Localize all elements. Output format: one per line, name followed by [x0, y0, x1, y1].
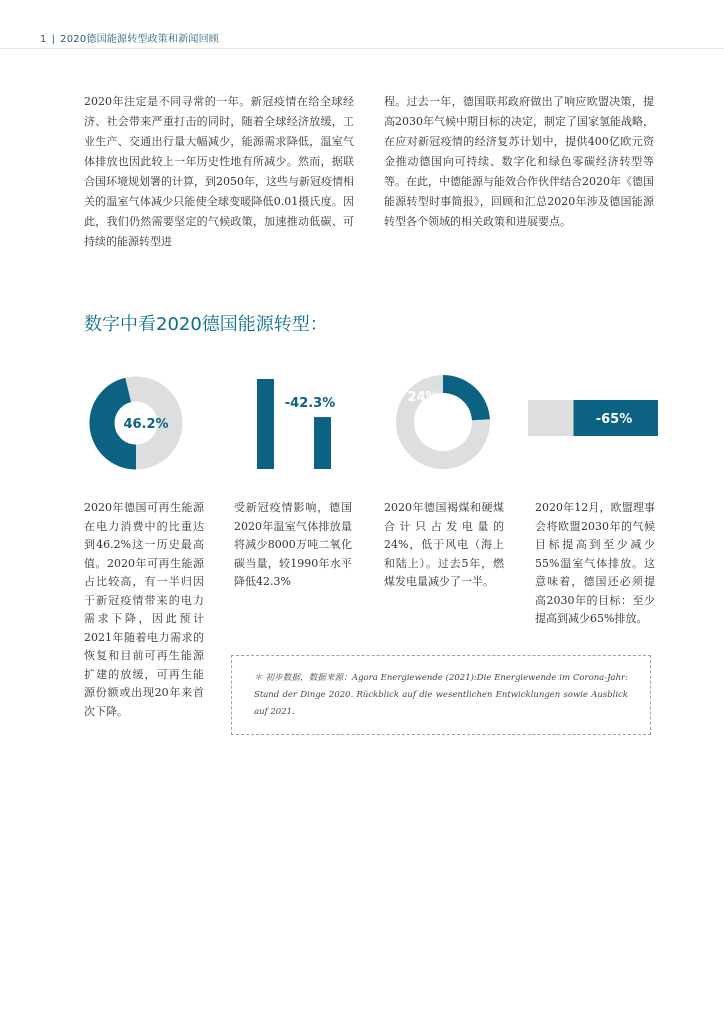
eu-target-bar-chart	[528, 400, 660, 438]
ghg-reduction-bar-chart	[245, 378, 345, 470]
document-title: 2020德国能源转型政策和新闻回顾	[60, 34, 219, 45]
renewable-share-donut-chart	[88, 375, 188, 475]
section-title: 数字中看2020德国能源转型：	[84, 314, 328, 335]
caption-coal: 2020年德国褐煤和硬煤合计只占发电量的24%，低于风电（海上和陆上）。过去5年，燃煤发电量减少了一半。	[384, 501, 504, 588]
intro-paragraph-left: 2020年注定是不同寻常的一年。新冠疫情在给全球经济、社会带来严重打击的同时，随着全球经济放缓，工业生产、交通出行量大幅减少，能源需求降低，温室气体排放也因此较上一年历史性地有所减少。然而，据联合国环境规划署的计算，到2050年，这些与新冠疫情相关的温室气体减少只能使全球变暖降低0.01摄氏度。因此，我们仍然需要坚定的气候政策，加速推动低碳、可持续的能源转型进	[84, 95, 354, 248]
hbar-value-label: -65%	[595, 412, 633, 427]
bar-1990	[257, 379, 274, 469]
caption-eu-target: 2020年12月，欧盟理事会将欧盟2030年的气候目标提高到至少减少55%温室气体排放。这意味着，德国还必须提高2030年的目标：至少提高到减少65%排放。	[535, 501, 655, 625]
ring-value-label: 24%	[407, 390, 439, 405]
page-header	[40, 30, 219, 45]
page-number: 1	[40, 34, 47, 45]
source-footnote: ＊ 初步数据，数据来源：Agora Energiewende (2021):Die Energiewende im Corona-Jahr: Stand der Dinge 2020. Rückblick auf die wesentlichen Entwicklungen sowie Ausblick auf 2021.	[231, 655, 651, 735]
intro-paragraph-right: 程。过去一年，德国联邦政府做出了响应欧盟决策，提高2030年气候中期目标的决定，制定了国家氢能战略，在应对新冠疫情的经济复苏计划中，提供400亿欧元资金推动德国向可持续、数字化和绿色零碳经济转型等等。在此，中德能源与能效合作伙伴结合2020年《德国能源转型时事简报》，回顾和汇总2020年涉及德国能源转型各个领域的相关政策和进展要点。	[384, 95, 654, 228]
donut-value-label: 46.2%	[123, 417, 169, 432]
bar-change-label: -42.3%	[284, 396, 336, 411]
header-divider	[0, 48, 724, 49]
caption-renewables: 2020年德国可再生能源在电力消费中的比重达到46.2%这一历史最高值。2020年可再生能源占比较高，有一半归因于新冠疫情带来的电力需求下降，因此预计2021年随着电力需求的恢复和目前可再生能源扩建的放缓，可再生能源份额或出现20年来首次下降。	[84, 501, 204, 718]
caption-ghg: 受新冠疫情影响，德国2020年温室气体排放量将减少8000万吨二氧化碳当量，较1990年水平降低42.3%	[234, 501, 352, 588]
bar-2020	[314, 417, 331, 469]
header-separator: |	[51, 34, 56, 45]
coal-share-ring-chart	[393, 372, 493, 472]
